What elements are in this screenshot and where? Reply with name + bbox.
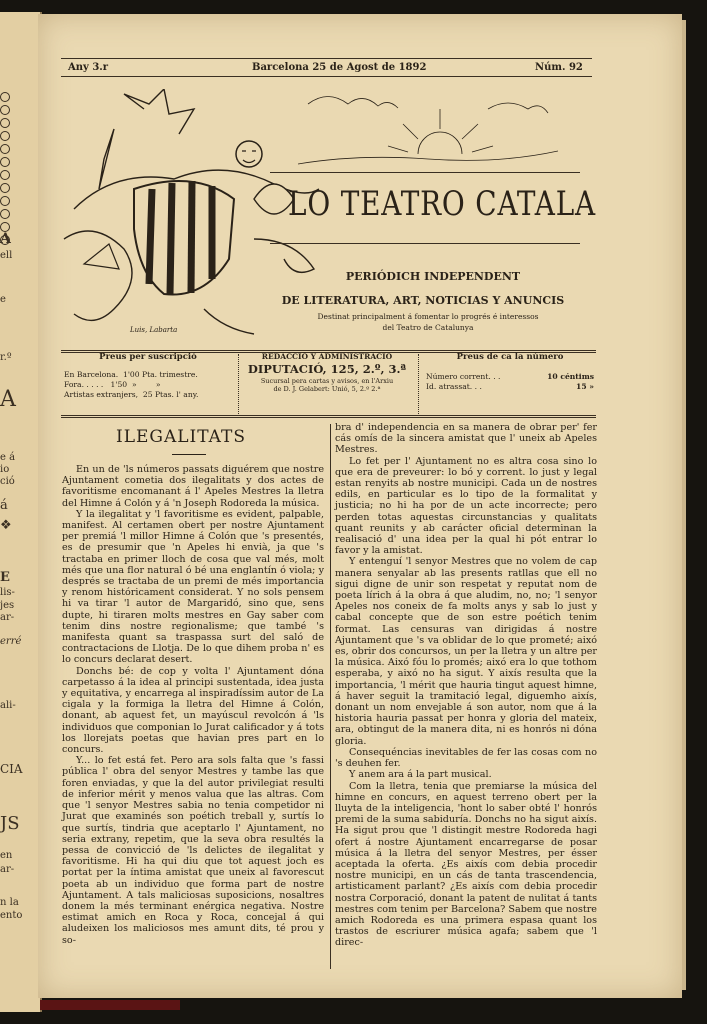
- facing-fragment: ar-: [0, 612, 15, 623]
- article-paragraph: En un de 'ls números passats diguérem que nostre Ajuntament cometia dos ilegalitats y dos actes de favoritisme encomanant á l' Apeles Mestres la lletra del Himne á Colón y á 'n Joseph Rodoreda la música.: [62, 464, 324, 509]
- facing-fragment: en: [0, 850, 13, 861]
- coat-of-arms-shield-icon: [134, 181, 234, 295]
- price-value: 15 »: [576, 382, 594, 391]
- facing-page-ornament: [0, 92, 10, 248]
- newspaper-title: LO TEATRO CATALA: [288, 184, 597, 224]
- dragon-wing-icon: [124, 89, 194, 134]
- info-rule-bottom: [61, 415, 596, 418]
- column-divider: [330, 424, 331, 969]
- article-paragraph: Com la lletra, tenia que premiarse la música del himne en concurs, en aquest terreno obert per la lluyta de la inteligencia, 'hont lo saber obté l' honrós premi de la suma sabiduría. Donchs no ha sigut aixís. Ha sigut prou que 'l distingit mestre Rodoreda hagi ofert á nostre Ajuntament encarregarse de posar música á la lletra del senyor Mestres, per ésser aceptada la oferta. ¿Es aixís com debia procedir nostre municipi, en un cás de tanta trascendencia, artisticament parlant? ¿Es aixís com debia procedir nostra Corporació, donant la patent de nulitat á tants mestres com tenim per Barcelona? Sabem que nostre amich Rodoreda es una primera espasa quant los trastos de escriurer música agafa; sabem que 'l direc-: [335, 780, 597, 949]
- facing-fragment: io: [0, 464, 10, 475]
- price-value: 10 céntims: [547, 372, 594, 381]
- issue-dateline: Barcelona 25 de Agost de 1892: [252, 62, 427, 73]
- article-paragraph: Y... lo fet está fet. Pero ara sols falta que 's fassi pública l' obra del senyor Mestres y tambe las que foren enviadas, y que la del autor privilegiat resulti de inferior mérit y menos valua que las altras. Com que 'l senyor Mestres sabia no tenia competidor ni Jurat que examinés son poétich treball y, surtís lo que surtís, tindria que aceptarlo l' Ajuntament, no seria extrany, repetim, que la seva obra resultés la pessa de convicció de 'ls delictes de ilegalitat y favoritisme. Hi ha qui diu que tot aquest joch es portat per la íntima amistat que uneix al favorescut poeta ab un individuo que forma part de nostre Ajuntament. A tals maliciosas suposicions, nosaltres donem la més terminant enérgica negativa. Nostre estimat amich en Roca y Roca, concejal á qui aludeixen los maliciosos mes amunt dits, té prou y so-: [62, 755, 324, 946]
- subscription-box: [64, 352, 232, 414]
- facing-fragment: lis-: [0, 587, 15, 598]
- facing-fragment: n la: [0, 897, 19, 908]
- article-paragraph: Y anem ara á la part musical.: [349, 769, 492, 781]
- facing-fragment: e á: [0, 452, 16, 463]
- subtitle-independent: PERIÓDICH INDEPENDENT: [345, 270, 521, 283]
- header-rule-bottom: [61, 76, 592, 77]
- issue-number: Núm. 92: [535, 62, 583, 73]
- facing-fragment: e: [0, 294, 6, 305]
- subtitle-topics: DE LITERATURA, ART, NOTICIAS Y ANUNCIS: [281, 294, 565, 307]
- article-column-left: [62, 464, 324, 946]
- subscription-row: Artistas extranjers, 25 Ptas. l' any.: [64, 390, 199, 399]
- subscription-heading: Preus per suscripció: [99, 352, 197, 362]
- office-box: [242, 352, 412, 414]
- cloud-icon: [308, 97, 398, 109]
- facing-fragment: E: [0, 570, 10, 585]
- subscription-row: En Barcelona. 1'00 Pta. trimestre.: [64, 370, 198, 379]
- article-paragraph: Lo fet per l' Ajuntament no es altra cosa sino lo que era de preveurer: lo bó y corrent. lo just y legal estan renyits ab nostre municipi. Cada un de nostres edils, en particular es lo tipo de la formalitat y justicia; no hi ha por de un acte incorrecte; pero perden totas aquestas circunstancias y qualitats quant reunits y ab carácter oficial determinan la realisació d' una idea per la qual hi pót entrar lo favor y la amistat.: [335, 455, 597, 557]
- facing-fragment: ell: [0, 250, 13, 261]
- binding-tab: [40, 1000, 180, 1010]
- office-heading: REDACCIÓ Y ADMINISTRACIO: [261, 352, 393, 361]
- price-label: Número corrent. . .: [426, 372, 501, 381]
- article-paragraph: Y entenguí 'l senyor Mestres que no volem de cap manera senyalar ab las presents ratllas que ell no sigui digne de unir son respetat y reputat nom de poeta lírich á la obra á que aludim, no, no; 'l senyor Apeles nos coneix de fa molts anys y sab lo just y cabal concepte que de son estre poétich tenim format. Las censuras van dirigidas á nostre Ajuntament que 's va oblidar de lo que prometé; aixó es, obrir dos concursos, un per la lletra y un altre per la música. Aixó fóu lo promés; aixó era lo que tothom esperaba, y aixó no ha sigut. Y aixís resulta que la importancia, 'l mérit que hauria tingut aquest himne, á haver seguit la tramitació legal, diguemho aixís, donant un nom envejable á son autor, nom que á la historia hauria passat per honra y gloria del mateix, ara, obtingut de la manera dita, ni es honrós ni dóna gloria.: [335, 556, 597, 747]
- office-address: DIPUTACIÓ, 125, 2.º, 3.ª: [247, 362, 407, 376]
- prices-box: [426, 352, 594, 414]
- title-underline: [172, 454, 206, 455]
- info-divider: [238, 354, 239, 414]
- facing-fragment: ento: [0, 910, 23, 921]
- facing-fragment: ar-: [0, 864, 15, 875]
- facing-fragment: CIA: [0, 762, 23, 776]
- article-paragraph: Donchs bé: de cop y volta l' Ajuntament dóna carpetasso á la idea al principi sustentada, idea justa y equitativa, y encarrega al inspiradíssim autor de La cigala y la formiga la lletra del Himne á Colón, donant, ab aquest fet, un mayúscul revolcón á 'ls individuos que componian lo Jurat calificador y á tots los llorejats poetas que havian pres part en lo concurs.: [62, 665, 324, 756]
- facing-fragment: r.º: [0, 352, 12, 363]
- article-paragraph: Consequéncias inevitables de fer las cosas com no 's deuhen fer.: [335, 746, 597, 770]
- article-title: ILEGALITATS: [116, 427, 247, 447]
- destination-line1: Destinat principalment á fomentar lo progrés é interessos: [317, 312, 539, 321]
- facing-fragment: ció: [0, 476, 15, 487]
- article-column-right: [335, 422, 597, 949]
- facing-fragment: JS: [0, 813, 20, 834]
- facing-fragment: erré: [0, 636, 22, 647]
- newspaper-page: [38, 14, 682, 998]
- lyre-icon: [84, 244, 119, 269]
- lance-icon: [99, 129, 114, 189]
- sunrise-clouds-decoration: [298, 84, 558, 174]
- prices-heading: Preus de ca la número: [456, 352, 564, 362]
- facing-page-strip: [0, 12, 42, 1012]
- article-paragraph: bra d' independencia en sa manera de obrar per' fer cás omís de la sincera amistat que l' uneix ab Apeles Mestres.: [335, 422, 597, 456]
- office-note: de D. J. Gelabert: Unió, 5, 2.º 2.ª: [273, 385, 381, 393]
- issue-year: Any 3.r: [68, 62, 109, 73]
- office-note: Sucursal pera cartas y avisos, en l'Arxiu: [260, 377, 394, 385]
- cloud-icon: [488, 103, 548, 113]
- facing-fragment: ali-: [0, 700, 16, 711]
- header-rule-top: [61, 58, 592, 59]
- facing-fragment: A: [0, 387, 16, 412]
- info-divider: [418, 354, 419, 414]
- price-label: Id. atrassat. . .: [426, 382, 482, 391]
- subscription-row: Fora. . . . . 1'50 » »: [64, 380, 161, 389]
- facing-fragment: A: [0, 231, 11, 247]
- facing-fragment: jes: [0, 600, 15, 611]
- destination-line2: del Teatro de Catalunya: [382, 323, 474, 332]
- page-edge: [682, 20, 686, 990]
- facing-fragment: ❖: [0, 518, 12, 533]
- artist-signature: Luis, Labarta: [130, 326, 178, 334]
- sun-icon: [418, 132, 462, 154]
- article-paragraph: Y la ilegalitat y 'l favoritisme es evident, palpable, manifest. Al certamen obert per nostre Ajuntament per premiá 'l millor Himne á Colón que 's presentés, es de presumir que 'n Apeles hi envià, ja que 's tractaba en primer lloch de cosa que val més, molt més que una flor natural ó bé una englantín ó viola; y després se tractaba de un premi de més importancia y renom históricament considerat. Y no sols pensem hi va tirar 'l autor de Margaridó, sino que, sens dupte, hi tiraren molts mestres en Gay saber com tenim dins nostre regionalisme; que també 's manifesta quant sa traspassa surt del saló de contractacions de Llotja. De lo que dihem proba n' es lo concurs declarat desert.: [62, 508, 324, 666]
- facing-fragment: á: [0, 498, 8, 513]
